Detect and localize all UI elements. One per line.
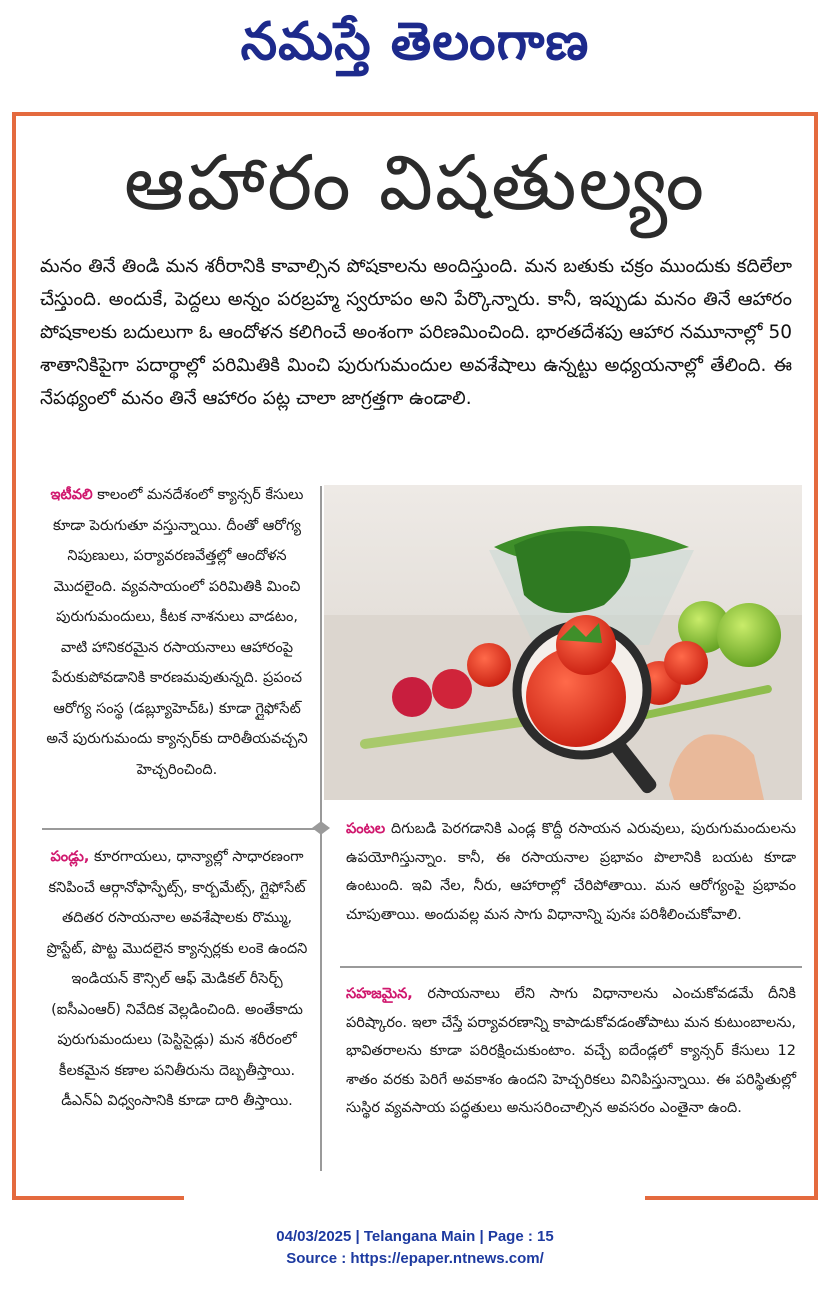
source-link[interactable]: Source : https://epaper.ntnews.com/ xyxy=(286,1250,544,1267)
paragraph-lead: పంటల xyxy=(346,821,386,837)
newspaper-masthead: నమస్తే తెలంగాణ xyxy=(240,12,590,72)
right-column-paragraph-1 xyxy=(346,815,796,929)
right-column-paragraph-2 xyxy=(346,980,796,1123)
paragraph-text: కూరగాయలు, ధాన్యాల్లో సాధారణంగా కనిపించే ఆర్గానోఫాస్ఫేట్స్, కార్బమేట్స్, గ్లైఫోసేట్ తదితర రసాయనాల అవశేషాలకు రొమ్ము, ప్రొస్టేట్, పొట్ట మొదలైన క్యాన్సర్లకు లంకె ఉందని ఇండియన్ కౌన్సిల్ ఆఫ్ మెడికల్ రీసెర్చ్ (ఐసీఎంఆర్) నివేదిక వెల్లడించింది. అంతేకాదు పురుగుమందులు (పెస్టిసైడ్లు) మన శరీరంలో కీలకమైన కణాల పనితీరును దెబ్బతీస్తాయి. డీఎన్ఏ విధ్వంసానికి కూడా దారి తీస్తాయి. xyxy=(46,849,308,1109)
article-headline: ఆహారం విషతుల్యం xyxy=(123,138,707,227)
paragraph-text: రసాయనాలు లేని సాగు విధానాలను ఎంచుకోవడమే దీనికి పరిష్కారం. ఇలా చేస్తే పర్యావరణాన్ని కాపాడుకోవడంతోపాటు మన కుటుంబాలను, భావితరాలను కూడా పరిరక్షించుకుంటాం. వచ్చే ఐదేండ్లలో క్యాన్సర్ కేసులు 12 శాతం వరకు పెరిగే అవకాశం ఉందని హెచ్చరికలు వినిపిస్తున్నాయి. ఈ పరిస్థితుల్లో సుస్థిర వ్యవసాయ పద్ధతులు అనుసరించాల్సిన అవసరం ఎంతైనా ఉంది. xyxy=(346,986,796,1116)
column-divider xyxy=(340,966,802,968)
article-intro: మనం తినే తిండి మన శరీరానికి కావాల్సిన పోషకాలను అందిస్తుంది. మన బతుకు చక్రం ముందుకు కదిలేలా చేస్తుంది. అందుకే, పెద్దలు అన్నం పరబ్రహ్మ స్వరూపం అని పేర్కొన్నారు. కానీ, ఇప్పుడు మనం తినే ఆహారం పోషకాలకు బదులుగా ఓ ఆందోళన కలిగించే అంశంగా పరిణమించింది. భారతదేశపు ఆహార నమూనాల్లో 50 శాతానికిపైగా పదార్థాల్లో పరిమితికి మించి పురుగుమందుల అవశేషాలు ఉన్నట్టు అధ్యయనాల్లో తేలింది. ఈ నేపథ్యంలో మనం తినే ఆహారం పట్ల చాలా జాగ్రత్తగా ఉండాలి. xyxy=(40,256,792,409)
paragraph-lead: సహజమైన, xyxy=(346,986,413,1002)
divider-pointer xyxy=(312,822,320,834)
article-frame-right xyxy=(814,112,818,1200)
edition-info: 04/03/2025 | Telangana Main | Page : 15 xyxy=(276,1228,554,1245)
article-frame-left xyxy=(12,112,16,1200)
article-frame-top xyxy=(12,112,818,116)
left-column-paragraph-2 xyxy=(42,842,312,1117)
paragraph-lead: ఇటీవలి xyxy=(50,487,93,503)
divider-pointer xyxy=(322,822,330,834)
paragraph-text: దిగుబడి పెరగడానికి ఎండ్ల కొద్దీ రసాయన ఎరువులు, పురుగుమందులను ఉపయోగిస్తున్నాం. కానీ, ఈ రసాయనాల ప్రభావం పొలానికి బయట కూడా ఉంటుంది. ఇవి నేల, నీరు, ఆహారాల్లో చేరిపోతాయి. మన ఆరోగ్యంపై ప్రభావం చూపుతాయి. అందువల్ల మన సాగు విధానాన్ని పునః పరిశీలించుకోవాలి. xyxy=(346,821,796,923)
page-footer xyxy=(0,1226,830,1270)
article-photo xyxy=(324,485,802,800)
left-column-paragraph-1 xyxy=(42,480,312,785)
paragraph-lead: పండ్లు, xyxy=(50,849,90,865)
article-frame-bottom-left xyxy=(12,1196,184,1200)
paragraph-text: కాలంలో మనదేశంలో క్యాన్సర్ కేసులు కూడా పెరుగుతూ వస్తున్నాయి. దీంతో ఆరోగ్య నిపుణులు, పర్యావరణవేత్తల్లో ఆందోళన మొదలైంది. వ్యవసాయంలో పరిమితికి మించి పురుగుమందులు, కీటక నాశనులు వాడటం, వాటి హానికరమైన రసాయనాలు ఆహారంపై పేరుకుపోవడానికి కారణమవుతున్నది. ప్రపంచ ఆరోగ్య సంస్థ (డబ్ల్యూహెచ్ఓ) కూడా గ్లైఫోసేట్ అనే పురుగుమందు క్యాన్సర్‌కు దారితీయవచ్చని హెచ్చరించింది. xyxy=(46,487,308,778)
article-frame-bottom-right xyxy=(645,1196,818,1200)
column-divider xyxy=(42,828,320,830)
